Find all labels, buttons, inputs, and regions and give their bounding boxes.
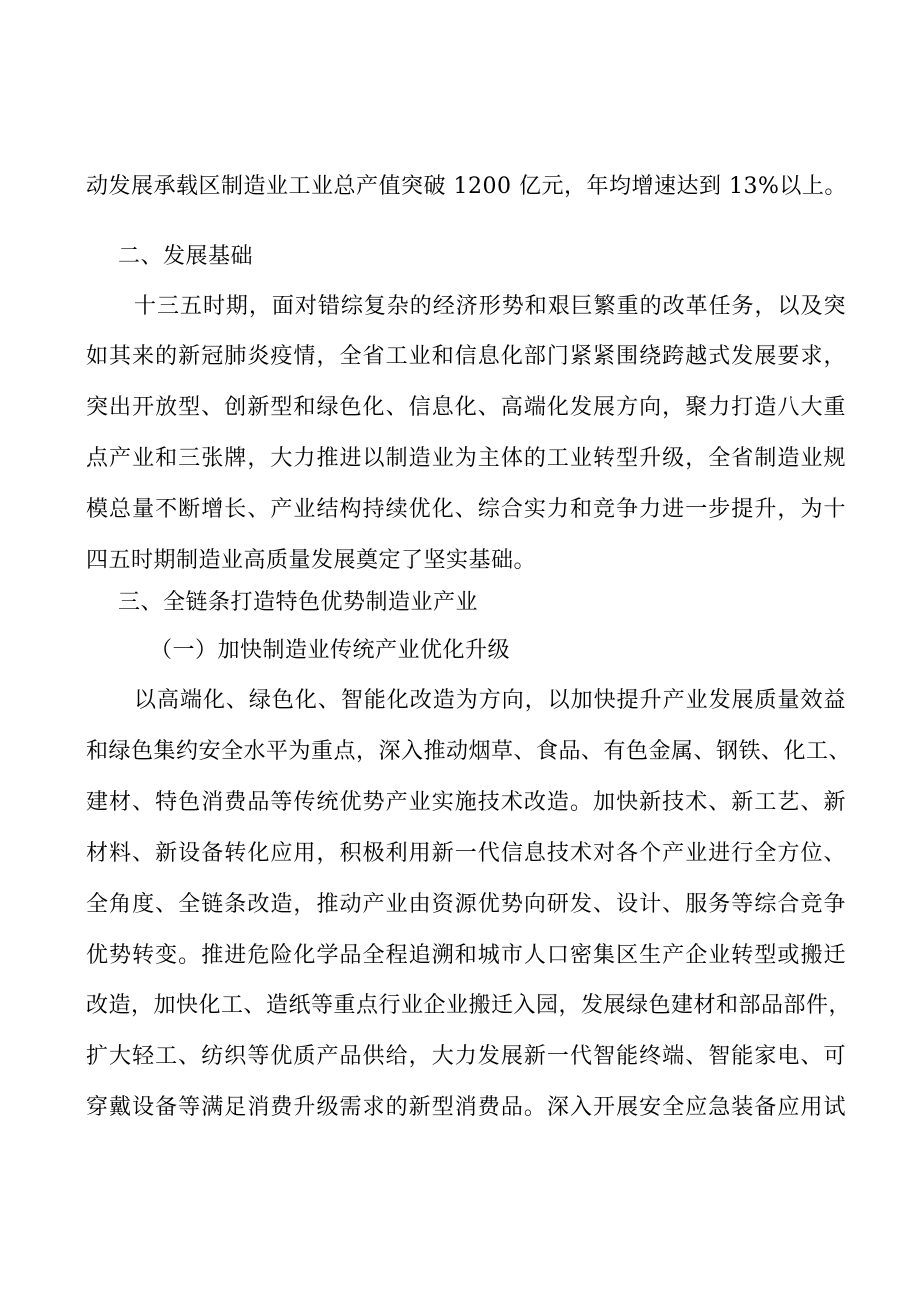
paragraph-line: 模总量不断增长、产业结构持续优化、综合实力和竞争力进一步提升，为十: [86, 497, 846, 522]
paragraph-line: 建材、特色消费品等传统优势产业实施技术改造。加快新技术、新工艺、新: [86, 790, 846, 815]
paragraph-line: 和绿色集约安全水平为重点，深入推动烟草、食品、有色金属、钢铁、化工、: [86, 739, 852, 764]
paragraph-line: 材料、新设备转化应用，积极利用新一代信息技术对各个产业进行全方位、: [86, 841, 846, 866]
paragraph-line: 四五时期制造业高质量发展奠定了坚实基础。: [86, 548, 537, 573]
paragraph-line: 十三五时期，面对错综复杂的经济形势和艰巨繁重的改革任务，以及突: [134, 294, 846, 319]
paragraph-line: 扩大轻工、纺织等优质产品供给，大力发展新一代智能终端、智能家电、可: [86, 1044, 846, 1069]
paragraph-line: 如其来的新冠肺炎疫情，全省工业和信息化部门紧紧围绕跨越式发展要求，: [86, 344, 846, 369]
paragraph-line: 优势转变。推进危险化学品全程追溯和城市人口密集区生产企业转型或搬迁: [86, 943, 846, 968]
section-heading-basis: 二、发展基础: [118, 244, 254, 269]
paragraph-line: 全角度、全链条改造，推动产业由资源优势向研发、设计、服务等综合竞争: [86, 892, 846, 917]
intro-line: 动发展承载区制造业工业总产值突破 1200 亿元，年均增速达到 13%以上。: [86, 174, 847, 199]
section-heading-industry: 三、全链条打造特色优势制造业产业: [118, 590, 479, 615]
paragraph-line: 以高端化、绿色化、智能化改造为方向，以加快提升产业发展质量效益: [134, 688, 846, 713]
paragraph-line: 穿戴设备等满足消费升级需求的新型消费品。深入开展安全应急装备应用试: [86, 1095, 846, 1120]
paragraph-line: 点产业和三张牌，大力推进以制造业为主体的工业转型升级，全省制造业规: [86, 446, 846, 471]
paragraph-line: 改造，加快化工、造纸等重点行业企业搬迁入园，发展绿色建材和部品部件，: [86, 993, 852, 1018]
subsection-heading: （一）加快制造业传统产业优化升级: [150, 638, 511, 663]
paragraph-line: 突出开放型、创新型和绿色化、信息化、高端化发展方向，聚力打造八大重: [86, 395, 846, 420]
